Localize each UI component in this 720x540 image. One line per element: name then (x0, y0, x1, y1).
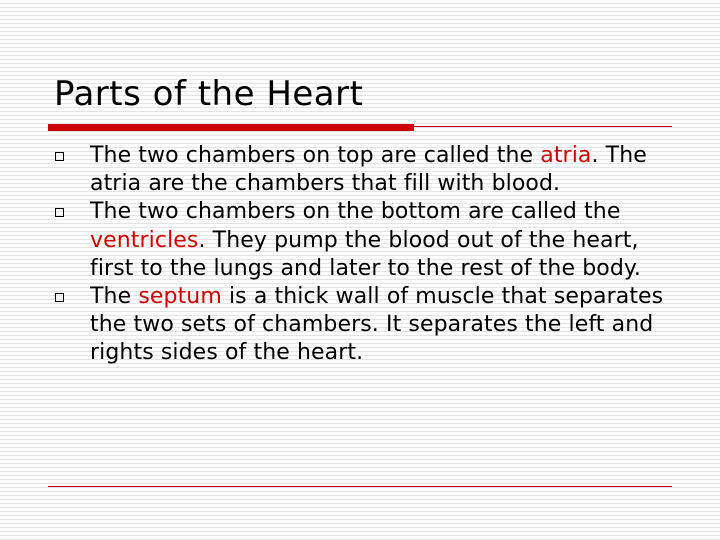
title-underline-thick (48, 124, 414, 131)
footer-rule (48, 486, 672, 487)
bullet-item-septum (54, 283, 674, 368)
bullet-item-atria (54, 142, 674, 198)
hollow-square-bullet-icon (55, 208, 64, 217)
highlight-term-septum: septum (138, 284, 222, 310)
bullet-text-before: The two chambers on the bottom are called the (90, 199, 621, 225)
slide-title: Parts of the Heart (54, 74, 364, 114)
bullet-text-after: is a thick wall of muscle that separates the two sets of chambers. It separates the left and rights sides of the heart. (90, 284, 664, 366)
bullet-item-ventricles (54, 198, 674, 283)
bullet-text-after: . They pump the blood out of the heart, first to the lungs and later to the rest of the body. (90, 227, 641, 281)
highlight-term-ventricles: ventricles (90, 227, 199, 253)
title-underline-thin (414, 126, 672, 127)
highlight-term-atria: atria (540, 143, 592, 168)
bullet-list (54, 142, 674, 368)
bullet-text-after: . The atria are the chambers that fill with blood. (90, 143, 647, 197)
hollow-square-bullet-icon (55, 152, 64, 161)
bullet-text-before: The two chambers on top are called the (90, 143, 541, 168)
hollow-square-bullet-icon (55, 293, 64, 302)
bullet-text-before: The (90, 284, 139, 310)
